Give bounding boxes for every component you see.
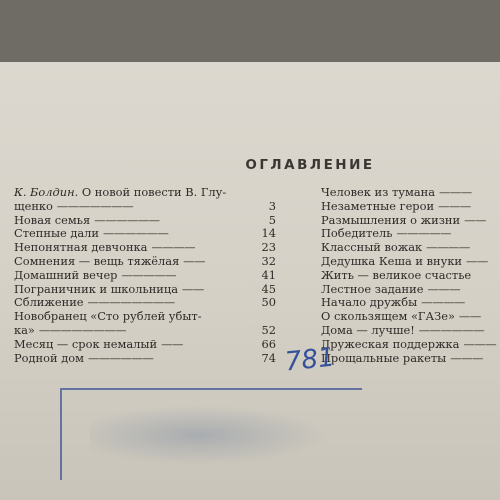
toc-entry [14, 310, 290, 338]
toc-entry-title: Жить — великое счастье [321, 267, 472, 282]
toc-entry-title: Человек из тумана [321, 185, 435, 199]
leader: ———————— [38, 322, 127, 337]
leader: —— [161, 336, 183, 351]
toc-entry [321, 324, 500, 338]
contents-list-left [14, 186, 290, 365]
toc-entry [321, 338, 500, 352]
toc-entry-title: Сомнения — вещь тяжёлая [14, 253, 180, 268]
leader: ——— [463, 336, 497, 351]
leader: ——— [450, 350, 483, 365]
toc-entry [321, 255, 500, 269]
leader: ———— [426, 240, 470, 255]
toc-entry [14, 283, 290, 297]
toc-entry [321, 241, 500, 255]
toc-entry-title: Начало дружбы [321, 295, 418, 310]
leader: ——— [427, 281, 461, 296]
toc-entry-title: Прощальные ракеты [321, 350, 447, 365]
toc-entry [14, 241, 290, 255]
toc-entry [14, 338, 290, 352]
stamp-number: 781 [283, 342, 337, 378]
leader: —— [458, 309, 481, 324]
toc-entry [14, 296, 290, 310]
leader: ———————— [87, 295, 175, 310]
toc-entry-title: Незаметные герои [321, 198, 435, 213]
leader: ———— [421, 295, 465, 310]
toc-entry [321, 296, 500, 310]
toc-entry-title: Сближение [14, 295, 84, 310]
toc-entry-title: Дома — лучше! [321, 322, 415, 337]
toc-entry-title: Домашний вечер [14, 267, 118, 282]
stamp-smudge [90, 405, 330, 465]
toc-entry [321, 352, 500, 366]
toc-entry-page: 41 [261, 267, 276, 282]
toc-entry-page: 3 [268, 198, 276, 213]
toc-entry [14, 186, 290, 214]
toc-entry-title: Дедушка Кеша и внуки [321, 253, 463, 268]
leader: —— [466, 253, 488, 268]
toc-entry [321, 200, 500, 214]
toc-entry-page: 52 [261, 322, 276, 337]
toc-entry-title: Новая семья [14, 212, 91, 227]
leader: ———— [151, 240, 196, 255]
toc-entry [321, 310, 500, 324]
contents-list-right [321, 186, 500, 365]
toc-entry [14, 255, 290, 269]
toc-entry-title: О новой повести В. Глу- [78, 185, 227, 199]
toc-entry-page: 5 [268, 212, 276, 227]
toc-entry [321, 186, 500, 200]
toc-entry-page: 32 [261, 253, 276, 268]
toc-entry-page: 50 [261, 295, 276, 310]
toc-entry [14, 227, 290, 241]
leader: —— [464, 212, 486, 227]
toc-entry-page: 14 [261, 226, 276, 241]
book-page [0, 62, 500, 500]
toc-entry [321, 283, 500, 297]
toc-entry [321, 227, 500, 241]
toc-entry-title: Пограничник и школьница [14, 281, 178, 296]
leader: ————— [121, 267, 176, 282]
toc-entry [321, 214, 500, 228]
toc-entry-title: Непонятная девчонка [14, 240, 148, 255]
leader: —— [183, 253, 206, 268]
leader: —————— [87, 350, 154, 365]
toc-entry-title: О скользящем «ГАЗе» [321, 309, 455, 324]
toc-entry-title: Размышления о жизни [321, 212, 461, 227]
toc-entry-title: Новобранец «Сто рублей убыт- [14, 309, 202, 324]
leader: —————— [94, 212, 160, 227]
toc-entry-page: 23 [261, 240, 276, 255]
toc-entry-title: Лестное задание [321, 281, 424, 296]
toc-entry-title-line2: щенко [14, 198, 53, 213]
toc-entry-title: Месяц — срок немалый [14, 336, 158, 351]
toc-entry [14, 214, 290, 228]
leader: ——————— [56, 198, 134, 213]
leader: ——— [438, 198, 471, 213]
toc-entry [14, 352, 290, 366]
leader: ————— [396, 226, 451, 241]
contents-heading: ОГЛАВЛЕНИЕ [245, 157, 375, 173]
toc-entry-title: Родной дом [14, 350, 84, 365]
toc-entry-title: Победитель [321, 226, 393, 241]
toc-entry-page: 74 [261, 350, 276, 365]
toc-entry-page: 45 [261, 281, 276, 296]
leader: —————— [103, 226, 169, 241]
toc-entry-title: Классный вожак [321, 240, 423, 255]
toc-entry [321, 269, 500, 283]
toc-entry [14, 269, 290, 283]
leader: ——— [439, 185, 472, 199]
toc-entry-title: Степные дали [14, 226, 100, 241]
toc-entry-title-line2: ка» [14, 322, 35, 337]
leader: —— [182, 281, 204, 296]
leader: —————— [418, 322, 485, 337]
library-stamp [60, 380, 290, 476]
toc-entry-page: 66 [261, 336, 276, 351]
toc-entry-title: Дружеская поддержка [321, 336, 460, 351]
toc-entry-author: К. Болдин. [14, 185, 79, 199]
